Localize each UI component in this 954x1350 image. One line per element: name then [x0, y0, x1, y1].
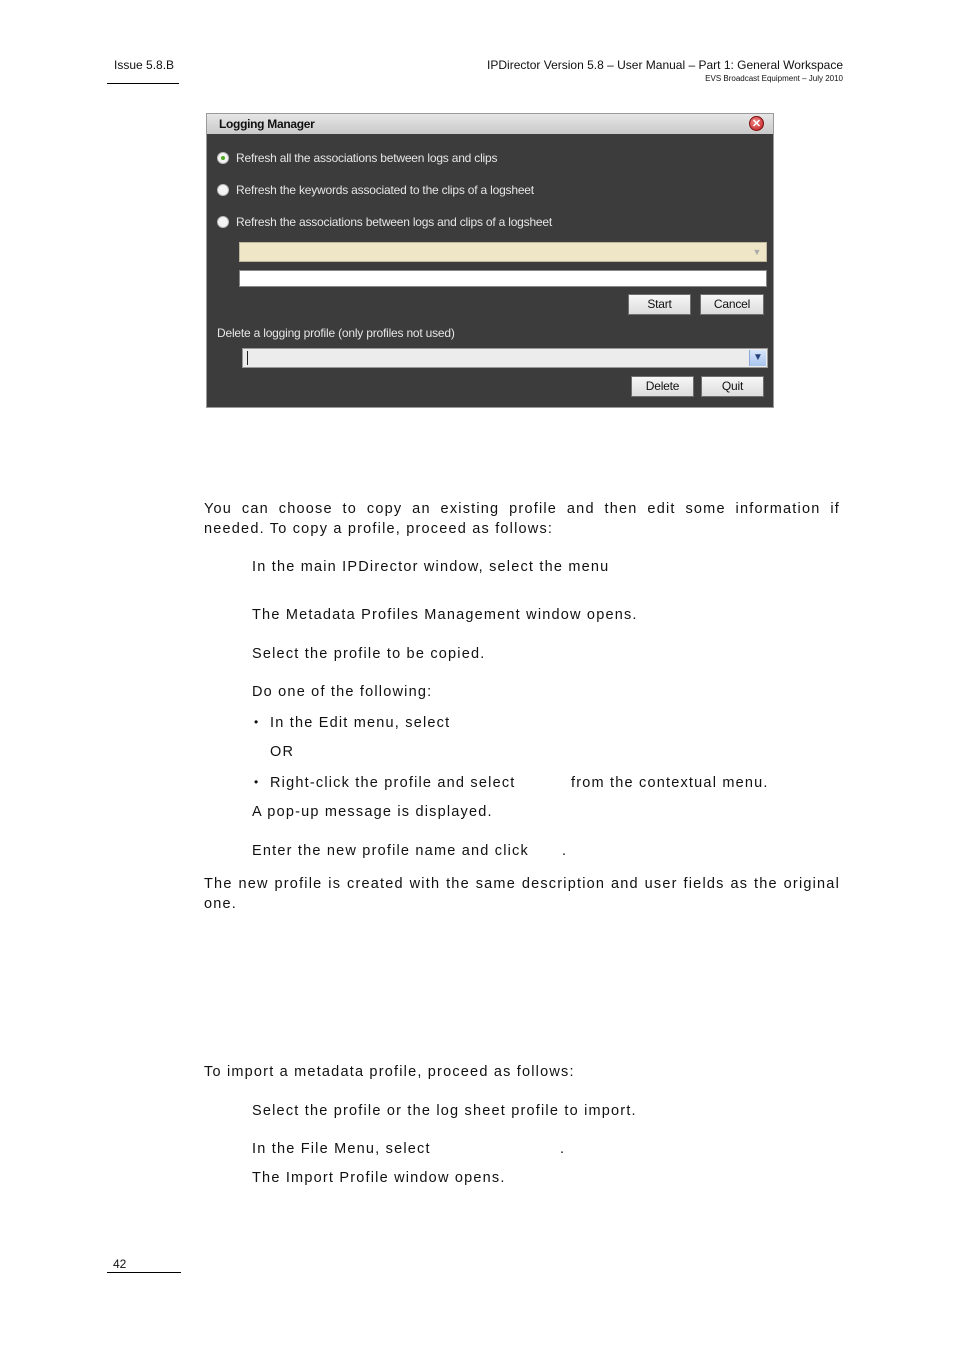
- bullet-icon: •: [254, 775, 259, 789]
- copy-intro-line2: needed. To copy a profile, proceed as follows:: [204, 521, 554, 537]
- issue-label: Issue 5.8.B: [114, 58, 175, 72]
- copy-step1: In the main IPDirector window, select the menu: [252, 559, 610, 575]
- copy-step3: Do one of the following:: [252, 684, 433, 700]
- option-label: Refresh all the associations between logs and clips: [236, 151, 498, 165]
- copy-bullet2b: from the contextual menu.: [571, 775, 769, 791]
- quit-button[interactable]: Quit: [701, 376, 764, 397]
- copy-step3-result: A pop-up message is displayed.: [252, 804, 493, 820]
- option-label: Refresh the keywords associated to the clips of a logsheet: [236, 183, 534, 197]
- import-step1: Select the profile or the log sheet profile to import.: [252, 1103, 637, 1119]
- copy-conclusion-line2: one.: [204, 896, 238, 912]
- import-intro: To import a metadata profile, proceed as follows:: [204, 1064, 575, 1080]
- copy-bullet1: In the Edit menu, select: [270, 715, 451, 731]
- close-icon[interactable]: ✕: [749, 116, 764, 131]
- chevron-down-icon[interactable]: ▼: [749, 350, 766, 366]
- dialog-title: Logging Manager: [219, 117, 315, 131]
- import-step2b: .: [560, 1141, 566, 1157]
- copy-step4b: .: [562, 843, 568, 859]
- text-caret: [247, 351, 248, 365]
- copy-step2: Select the profile to be copied.: [252, 646, 486, 662]
- radio-icon[interactable]: [217, 216, 229, 228]
- logsheet-select[interactable]: [239, 242, 767, 262]
- delete-section-label: Delete a logging profile (only profiles not used): [217, 326, 455, 340]
- dialog-title-bar: [207, 114, 773, 134]
- delete-button[interactable]: Delete: [631, 376, 694, 397]
- copy-step4a: Enter the new profile name and click: [252, 843, 529, 859]
- import-step2-result: The Import Profile window opens.: [252, 1170, 506, 1186]
- chevron-down-icon[interactable]: ▼: [752, 247, 762, 257]
- bullet-icon: •: [254, 715, 259, 729]
- logging-manager-dialog: [206, 113, 774, 408]
- copy-conclusion-line1: The new profile is created with the same description and user fields as the original: [204, 876, 840, 892]
- cancel-button[interactable]: Cancel: [700, 294, 764, 315]
- or-label: OR: [270, 744, 295, 760]
- header-rule: [107, 83, 179, 84]
- profile-select[interactable]: [242, 348, 768, 368]
- copy-intro-line1: You can choose to copy an existing profile and then edit some information if: [204, 501, 840, 517]
- import-step2a: In the File Menu, select: [252, 1141, 431, 1157]
- document-title: IPDirector Version 5.8 – User Manual – Part 1: General Workspace: [487, 58, 843, 72]
- radio-selected-icon[interactable]: [217, 152, 229, 164]
- copy-bullet2a: Right-click the profile and select: [270, 775, 516, 791]
- document-subtitle: EVS Broadcast Equipment – July 2010: [705, 74, 843, 83]
- radio-icon[interactable]: [217, 184, 229, 196]
- progress-field: [239, 270, 767, 287]
- page-number: 42: [113, 1257, 127, 1271]
- start-button[interactable]: Start: [628, 294, 691, 315]
- footer-rule: [107, 1272, 181, 1273]
- copy-step1-result: The Metadata Profiles Management window opens.: [252, 607, 638, 623]
- option-label: Refresh the associations between logs and clips of a logsheet: [236, 215, 553, 229]
